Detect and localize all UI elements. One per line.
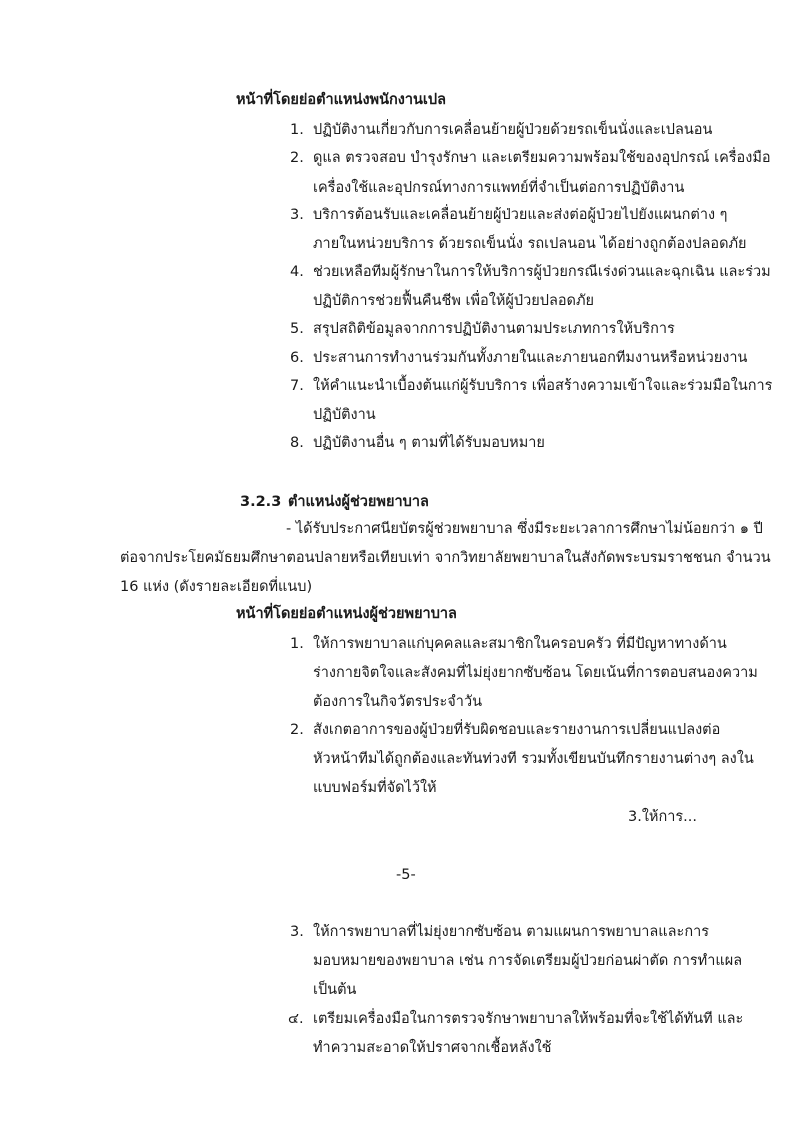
list-item-text: บริการต้อนรับและเคลื่อนย้ายผู้ป่วยและส่งต่อผู้ป่วยไปยังแผนกต่าง ๆ	[313, 207, 728, 223]
list-item-number: 1.	[290, 122, 304, 138]
assistant-nurse-duties-heading: หน้าที่โดยย่อตำแหน่งผู้ช่วยพยาบาล	[236, 606, 457, 622]
list-item-text: ปฏิบัติการช่วยฟื้นคืนชีพ เพื่อให้ผู้ป่วยปลอดภัย	[313, 293, 595, 309]
paragraph-line: - ได้รับประกาศนียบัตรผู้ช่วยพยาบาล ซึ่งมีระยะเวลาการศึกษาไม่น้อยกว่า ๑ ปี	[286, 521, 763, 537]
list-item-text: สรุปสถิติข้อมูลจากการปฏิบัติงานตามประเภทการให้บริการ	[313, 321, 675, 337]
porter-duties-heading: หน้าที่โดยย่อตำแหน่งพนักงานเปล	[236, 92, 446, 108]
list-item-text: ดูแล ตรวจสอบ บำรุงรักษา และเตรียมความพร้อมใช้ของอุปกรณ์ เครื่องมือ	[313, 150, 771, 166]
list-item-text: เป็นต้น	[313, 982, 357, 998]
list-item-text: ให้คำแนะนำเบื้องต้นแก่ผู้รับบริการ เพื่อสร้างความเข้าใจและร่วมมือในการ	[313, 378, 773, 394]
list-item-number: 1.	[290, 636, 304, 652]
page-number: -5-	[396, 867, 416, 883]
list-item-number: 6.	[290, 350, 304, 366]
list-item-text: หัวหน้าทีมได้ถูกต้องและทันท่วงที รวมทั้งเขียนบันทึกรายงานต่างๆ ลงใน	[313, 751, 754, 767]
list-item-number: 4.	[290, 264, 304, 280]
list-item-text: ร่างกายจิตใจและสังคมที่ไม่ยุ่งยากซับซ้อน โดยเน้นที่การตอบสนองความ	[313, 665, 758, 681]
list-item-number: 5.	[290, 321, 304, 337]
list-item-text: ต้องการในกิจวัตรประจำวัน	[313, 694, 483, 710]
list-item-text: สังเกตอาการของผู้ป่วยที่รับผิดชอบและรายงานการเปลี่ยนแปลงต่อ	[313, 722, 721, 738]
list-item-text: ปฏิบัติงานเกี่ยวกับการเคลื่อนย้ายผู้ป่วยด้วยรถเข็นนั่งและเปลนอน	[313, 122, 713, 138]
list-item-number: 7.	[290, 378, 304, 394]
list-item-number: 2.	[290, 722, 304, 738]
list-item-text: แบบฟอร์มที่จัดไว้ให้	[313, 780, 437, 796]
list-item-text: ช่วยเหลือทีมผู้รักษาในการให้บริการผู้ป่วยกรณีเร่งด่วนและฉุกเฉิน และร่วม	[313, 264, 771, 280]
list-item-text: ภายในหน่วยบริการ ด้วยรถเข็นนั่ง รถเปลนอน ได้อย่างถูกต้องปลอดภัย	[313, 236, 747, 252]
list-item-text: มอบหมายของพยาบาล เช่น การจัดเตรียมผู้ป่วยก่อนผ่าตัด การทำแผล	[313, 953, 743, 969]
list-item-text: ปฏิบัติงานอื่น ๆ ตามที่ได้รับมอบหมาย	[313, 435, 545, 451]
paragraph-line: 16 แห่ง (ดังรายละเอียดที่แนบ)	[120, 579, 313, 595]
list-item-number: 2.	[290, 150, 304, 166]
list-item-number: 3.	[290, 207, 304, 223]
section-number: 3.2.3	[240, 494, 282, 510]
list-item-text: เตรียมเครื่องมือในการตรวจรักษาพยาบาลให้พร้อมที่จะใช้ได้ทันที และ	[313, 1011, 744, 1027]
list-item-text: ประสานการทำงานร่วมกันทั้งภายในและภายนอกทีมงานหรือหน่วยงาน	[313, 350, 748, 366]
continuation-marker: 3.ให้การ...	[628, 809, 698, 825]
paragraph-line: ต่อจากประโยคมัธยมศึกษาตอนปลายหรือเทียบเท่า จากวิทยาลัยพยาบาลในสังกัดพระบรมราชชนก จำนวน	[120, 550, 771, 566]
list-item-text: ให้การพยาบาลที่ไม่ยุ่งยากซับซ้อน ตามแผนการพยาบาลและการ	[313, 924, 710, 940]
section-title: ตำแหน่งผู้ช่วยพยาบาล	[288, 494, 429, 510]
list-item-number: 8.	[290, 435, 304, 451]
list-item-number: 3.	[290, 924, 304, 940]
list-item-text: ให้การพยาบาลแก่บุคคลและสมาชิกในครอบครัว ที่มีปัญหาทางด้าน	[313, 636, 727, 652]
list-item-text: ปฏิบัติงาน	[313, 407, 376, 423]
list-item-text: เครื่องใช้และอุปกรณ์ทางการแพทย์ที่จำเป็นต่อการปฏิบัติงาน	[313, 180, 685, 196]
list-item-text: ทำความสะอาดให้ปราศจากเชื้อหลังใช้	[313, 1040, 552, 1056]
list-item-number: ๔.	[288, 1011, 304, 1027]
